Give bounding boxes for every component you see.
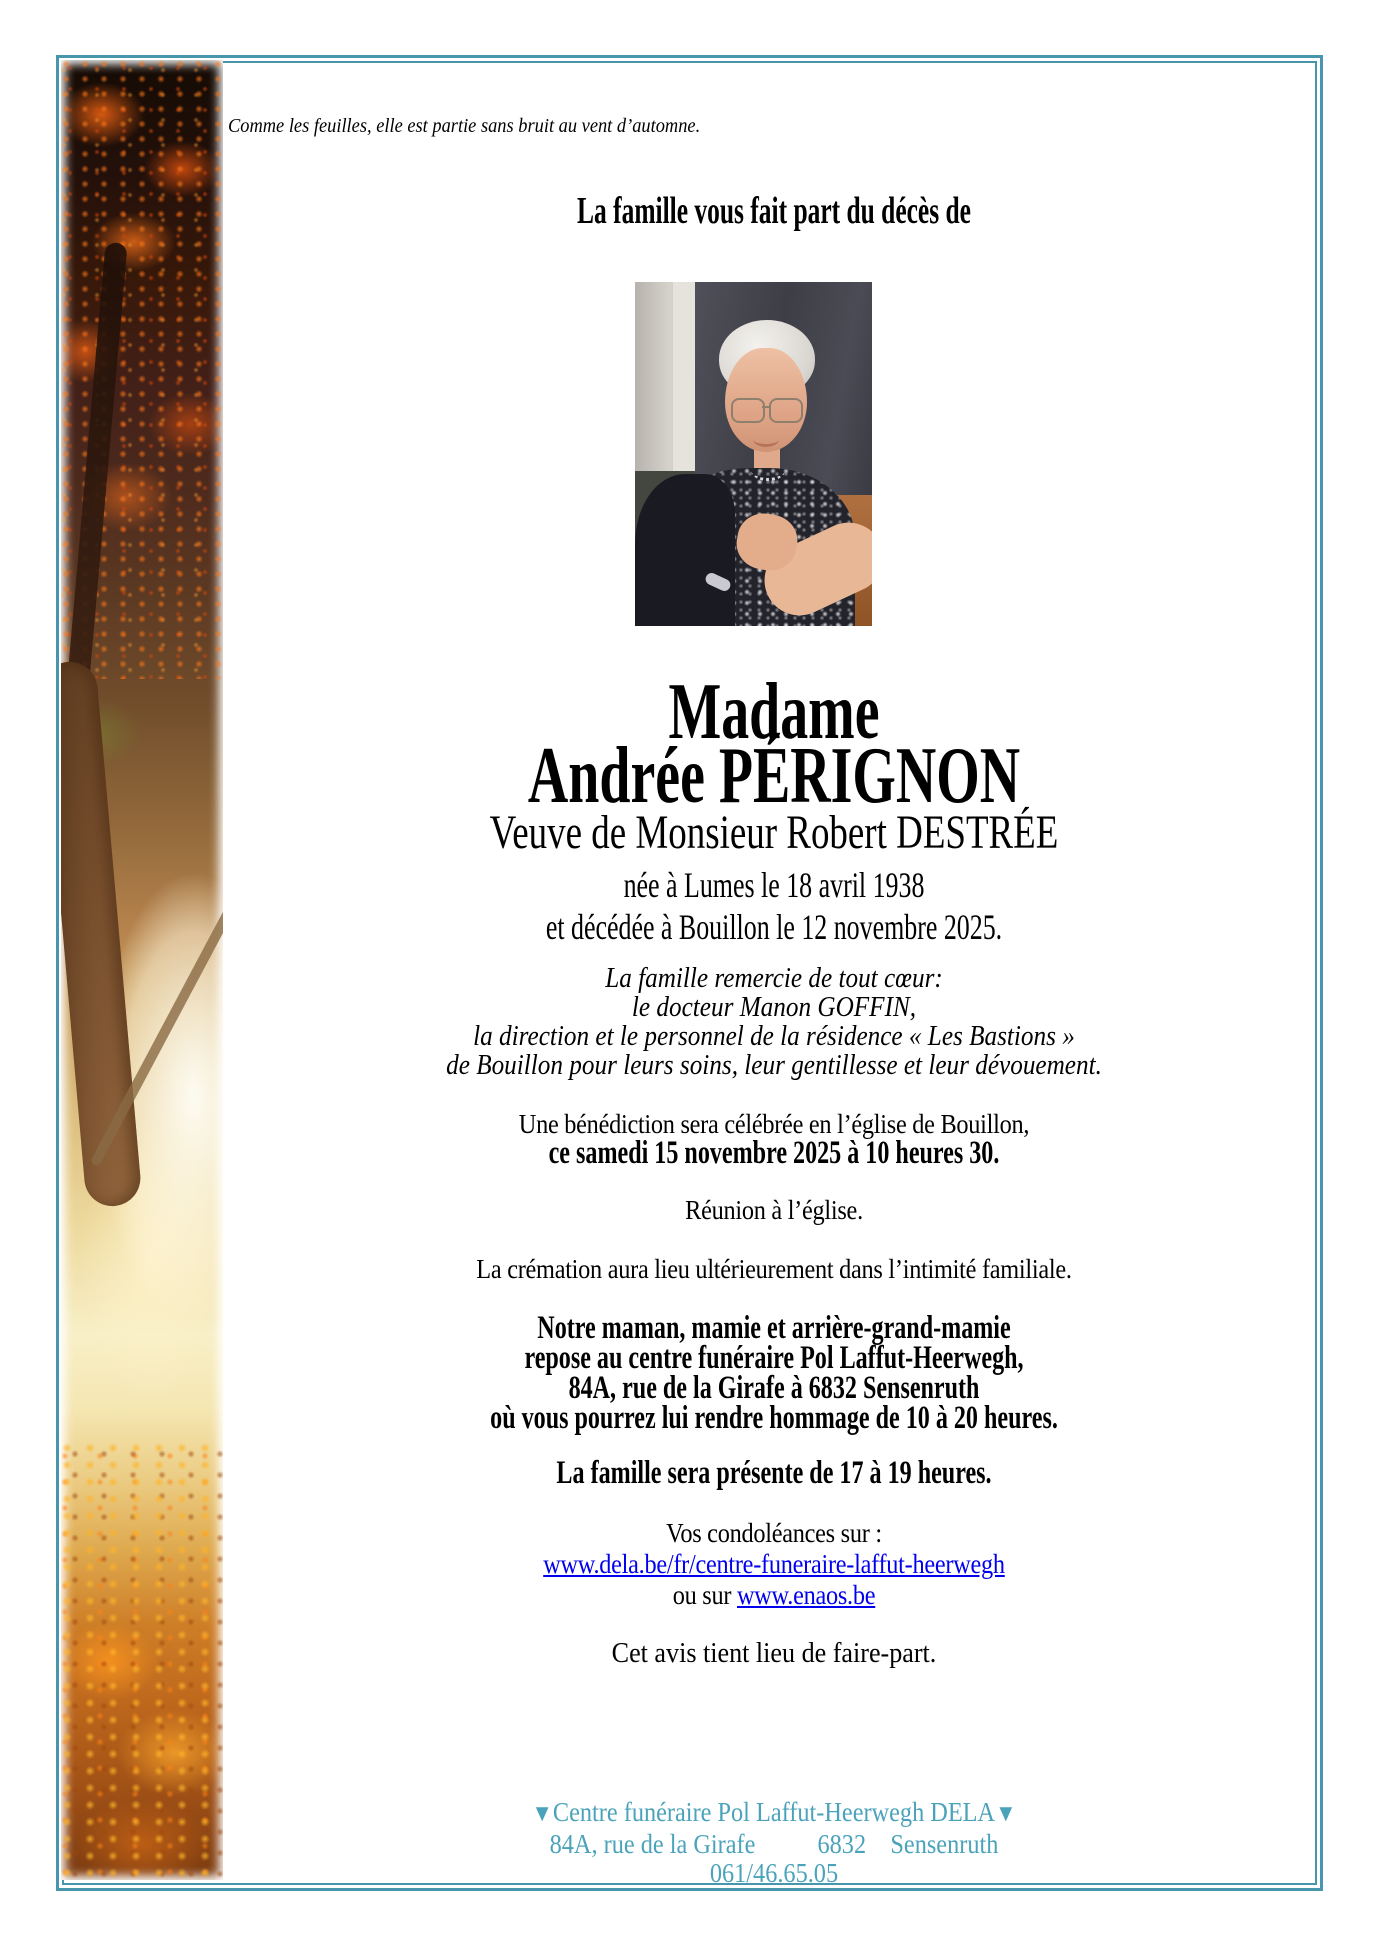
footer-street: 84A, rue de la Girafe [549, 1829, 756, 1859]
repose-line-1: Notre maman, mamie et arrière-grand-mamie [537, 1310, 1011, 1346]
opening-quote: Comme les feuilles, elle est partie sans bruit au vent d’automne. [228, 115, 701, 137]
photo-glasses-bridge [762, 406, 770, 408]
condolences-intro: Vos condoléances sur : [666, 1518, 882, 1548]
condolences-link2-line [280, 1580, 1268, 1611]
deceased-name: Andrée PÉRIGNON [527, 730, 1021, 820]
deceased-birth-line: née à Lumes le 18 avril 1938 [623, 865, 925, 905]
family-presence-line: La famille sera présente de 17 à 19 heures. [556, 1455, 992, 1491]
deceased-title: Madame [668, 666, 880, 756]
enaos-link-prefix: ou sur [672, 1580, 732, 1610]
benediction-date-line: ce samedi 15 novembre 2025 à 10 heures 30. [548, 1135, 1000, 1171]
footer-company-name: Centre funéraire Pol Laffut-Heerwegh DELA [552, 1797, 996, 1827]
cremation-line: La crémation aura lieu ultérieurement dans l’intimité familiale. [476, 1254, 1072, 1284]
repose-line-4: où vous pourrez lui rendre hommage de 10 à 20 heures. [490, 1400, 1058, 1436]
footer-address-line [280, 1829, 1268, 1860]
repose-line-2: repose au centre funéraire Pol Laffut-Heerwegh, [524, 1340, 1024, 1376]
photo-dark-cardigan [635, 474, 735, 626]
footer-phone-line: 061/46.65.05 [709, 1858, 839, 1888]
announcement-line: La famille vous fait part du décès de [577, 190, 971, 232]
notice-line: Cet avis tient lieu de faire-part. [611, 1637, 937, 1669]
deceased-death-line: et décédée à Bouillon le 12 novembre 2025. [545, 907, 1003, 947]
benediction-line: Une bénédiction sera célébrée en l’église de Bouillon, [518, 1109, 1030, 1139]
footer-company-line [280, 1797, 1268, 1830]
thanks-line-2: le docteur Manon GOFFIN, [631, 992, 917, 1023]
portrait-photo [635, 282, 872, 626]
thanks-line-4: de Bouillon pour leurs soins, leur gentillesse et leur dévouement. [446, 1050, 1102, 1081]
repose-block [373, 1310, 1175, 1436]
thanks-line-1: La famille remercie de tout cœur: [605, 963, 943, 994]
repose-line-3: 84A, rue de la Girafe à 6832 Sensenruth [568, 1370, 980, 1406]
autumn-forest-strip-image [61, 60, 223, 1880]
footer-city: Sensenruth [890, 1829, 999, 1859]
photo-glasses-right-lens [769, 398, 803, 423]
tree-trunk-large [61, 659, 143, 1208]
tree-trunk-dark [64, 242, 127, 715]
photo-smile [753, 432, 779, 447]
enaos-link[interactable]: www.enaos.be [737, 1580, 876, 1610]
dela-triangle-left-icon: ▼ [531, 1801, 553, 1827]
condolences-link1-line [280, 1549, 1268, 1580]
deceased-widow-of: Veuve de Monsieur Robert DESTRÉE [489, 806, 1059, 859]
thanks-block [280, 964, 1268, 1080]
thanks-line-3: la direction et le personnel de la résidence « Les Bastions » [473, 1021, 1075, 1052]
meeting-line: Réunion à l’église. [685, 1195, 863, 1225]
dela-link[interactable]: www.dela.be/fr/centre-funeraire-laffut-heerwegh [543, 1549, 1005, 1579]
footer-postal-code: 6832 [817, 1829, 867, 1859]
dela-triangle-right-icon: ▼ [995, 1801, 1017, 1827]
photo-necklace [751, 460, 785, 481]
photo-glasses-left-lens [731, 398, 765, 423]
